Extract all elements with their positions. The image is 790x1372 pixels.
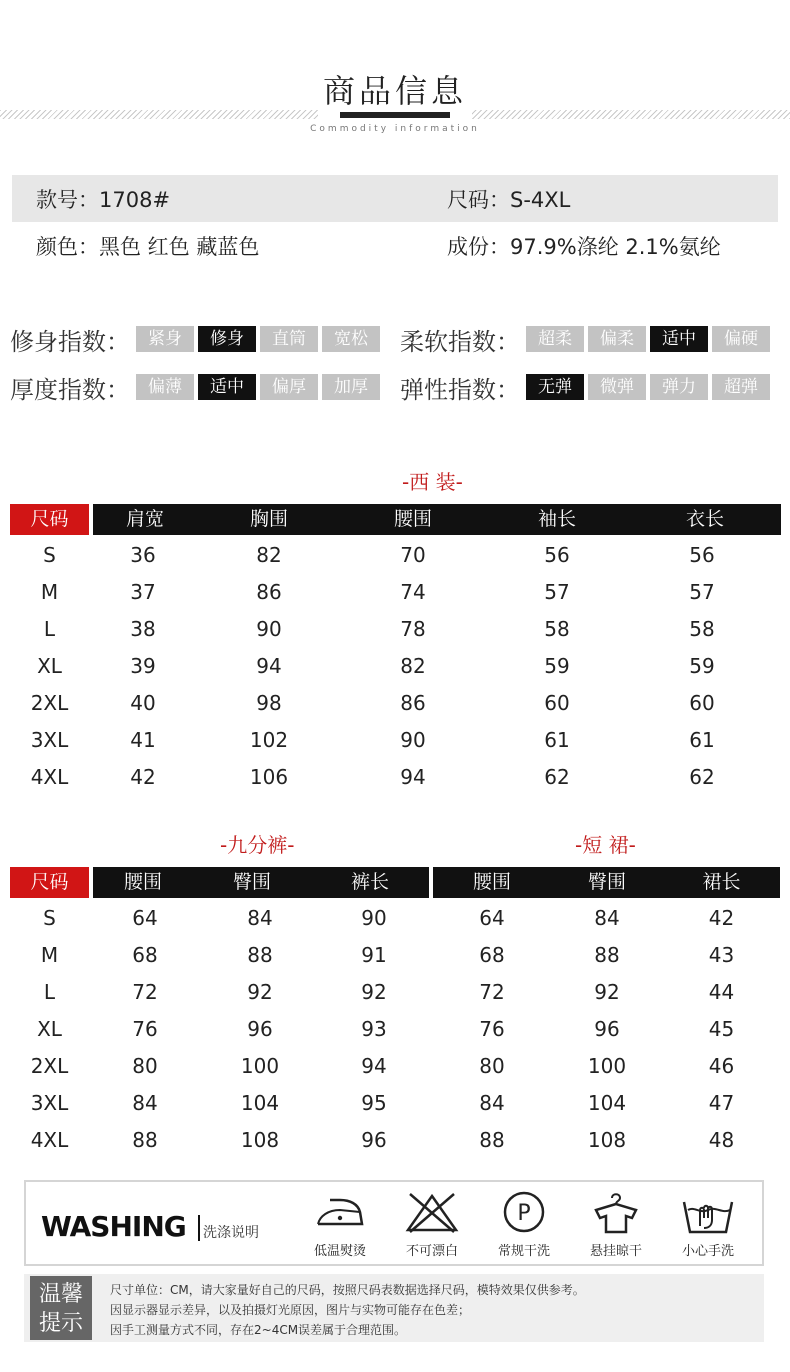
header-accent-bar [340, 112, 450, 118]
washing-subtitle: 洗涤说明 [203, 1225, 259, 1241]
washing-instructions [24, 1180, 764, 1266]
index-option: 宽松 [322, 326, 380, 352]
hang-dry-icon [586, 1190, 646, 1234]
value-cell: 96 [247, 1017, 273, 1041]
value-cell: 86 [400, 691, 426, 715]
index-option: 偏柔 [588, 326, 646, 352]
wash-item: 低温熨烫 [300, 1190, 380, 1259]
size-cell: XL [37, 654, 62, 678]
washing-divider [198, 1215, 200, 1241]
value-cell: 94 [361, 1054, 387, 1078]
value-cell: 90 [256, 617, 282, 641]
value-cell: 64 [132, 906, 158, 930]
tips-badge: 温馨 提示 [30, 1276, 92, 1340]
value-cell: 60 [689, 691, 715, 715]
value-cell: 100 [587, 1054, 627, 1078]
table-row [433, 1085, 780, 1122]
pants-table-title: -九分裤- [220, 833, 295, 857]
column-header: 胸围 [249, 508, 288, 530]
value-cell: 88 [132, 1128, 158, 1152]
value-cell: 98 [256, 691, 282, 715]
wash-item: 小心手洗 [668, 1190, 748, 1259]
table-row [433, 900, 780, 937]
washing-word: WASHING [41, 1210, 186, 1243]
index-option: 超柔 [526, 326, 584, 352]
index-option: 偏薄 [136, 374, 194, 400]
table-row [10, 900, 429, 937]
value-cell: 56 [544, 543, 570, 567]
value-cell: 76 [479, 1017, 505, 1041]
fit-index [10, 322, 400, 357]
index-option: 弹力 [650, 374, 708, 400]
value-cell: 43 [708, 943, 735, 967]
tip-line: 因显示器显示差异，以及拍摄灯光原因，图片与实物可能存在色差； [110, 1303, 471, 1317]
value-cell: 92 [247, 980, 273, 1004]
index-option: 加厚 [322, 374, 380, 400]
column-header: 衣长 [685, 508, 724, 530]
column-header: 腰围 [472, 871, 511, 893]
table-row [10, 1085, 429, 1122]
value-cell: 96 [361, 1128, 387, 1152]
value-cell: 90 [361, 906, 387, 930]
value-cell: 104 [587, 1091, 627, 1115]
value-cell: 95 [361, 1091, 387, 1115]
suit-table-title: -西 装- [402, 470, 463, 494]
value-cell: 80 [479, 1054, 505, 1078]
value-cell: 84 [132, 1091, 158, 1115]
size-cell: 2XL [30, 691, 69, 715]
index-option: 适中 [198, 374, 256, 400]
table-row [433, 937, 780, 974]
skirt-table-header [433, 867, 780, 898]
size-cell: S [43, 906, 56, 930]
table-row [10, 722, 775, 759]
info-row [12, 222, 778, 269]
index-row [10, 372, 790, 402]
table-row [10, 1011, 429, 1048]
size-cell: L [43, 617, 56, 641]
value-cell: 59 [544, 654, 570, 678]
size-header-cell: 尺码 [10, 867, 89, 898]
material: 成份：97.9%涤纶 2.1%氨纶 [447, 234, 721, 259]
value-cell: 48 [708, 1128, 735, 1152]
value-cell: 38 [130, 617, 156, 641]
index-label: 柔软指数： [400, 327, 520, 356]
thickness-index [10, 370, 400, 405]
table-row [433, 1048, 780, 1085]
size-cell: 3XL [30, 728, 69, 752]
size-cell: 4XL [30, 765, 69, 789]
wash-item: 悬挂晾干 [576, 1190, 656, 1259]
wash-item: P 常规干洗 [484, 1190, 564, 1259]
colors: 颜色：黑色 红色 藏蓝色 [36, 234, 260, 259]
index-option: 紧身 [136, 326, 194, 352]
table-row [10, 648, 775, 685]
value-cell: 91 [361, 943, 387, 967]
index-option: 直筒 [260, 326, 318, 352]
index-option: 无弹 [526, 374, 584, 400]
value-cell: 104 [240, 1091, 280, 1115]
value-cell: 108 [587, 1128, 627, 1152]
index-row [10, 324, 790, 354]
value-cell: 82 [400, 654, 426, 678]
info-row [12, 175, 778, 222]
value-cell: 45 [708, 1017, 735, 1041]
value-cell: 39 [130, 654, 156, 678]
value-cell: 94 [256, 654, 282, 678]
value-cell: 40 [130, 691, 156, 715]
value-cell: 90 [400, 728, 426, 752]
value-cell: 92 [361, 980, 387, 1004]
size-cell: XL [37, 1017, 62, 1041]
value-cell: 47 [708, 1091, 735, 1115]
value-cell: 60 [544, 691, 570, 715]
hand-wash-icon [678, 1190, 738, 1234]
value-cell: 102 [249, 728, 289, 752]
value-cell: 74 [400, 580, 426, 604]
size-cell: S [43, 543, 56, 567]
size-header-cell: 尺码 [10, 504, 89, 535]
column-header: 肩宽 [125, 508, 164, 530]
value-cell: 70 [400, 543, 426, 567]
value-cell: 100 [240, 1054, 280, 1078]
table-row [10, 937, 429, 974]
value-cell: 94 [400, 765, 426, 789]
tip-line: 因手工测量方式不同，存在2~4CM误差属于合理范围。 [110, 1323, 407, 1337]
value-cell: 88 [479, 1128, 505, 1152]
elasticity-index [400, 370, 790, 405]
value-cell: 42 [130, 765, 156, 789]
svg-text:P: P [517, 1201, 531, 1226]
value-cell: 96 [594, 1017, 620, 1041]
value-cell: 82 [256, 543, 282, 567]
index-label: 厚度指数： [10, 375, 130, 404]
column-header: 腰围 [123, 871, 162, 893]
value-cell: 64 [479, 906, 505, 930]
tips-text [110, 1280, 585, 1340]
column-header: 腰围 [393, 508, 432, 530]
index-label: 弹性指数： [400, 375, 520, 404]
table-row [10, 1048, 429, 1085]
index-option: 超弹 [712, 374, 770, 400]
value-cell: 59 [689, 654, 715, 678]
product-info [12, 175, 778, 269]
no-bleach-icon [402, 1190, 462, 1234]
value-cell: 84 [247, 906, 273, 930]
tip-line: 尺寸单位：CM，请大家量好自己的尺码，按照尺码表数据选择尺码，模特效果仅供参考。 [110, 1283, 585, 1297]
wash-item: 不可漂白 [392, 1190, 472, 1259]
size-cell: 2XL [30, 1054, 69, 1078]
index-option: 微弹 [588, 374, 646, 400]
size-cell: 3XL [30, 1091, 69, 1115]
index-option: 修身 [198, 326, 256, 352]
value-cell: 56 [689, 543, 715, 567]
value-cell: 68 [132, 943, 158, 967]
table-row [10, 574, 775, 611]
index-option: 偏硬 [712, 326, 770, 352]
value-cell: 62 [544, 765, 570, 789]
index-label: 修身指数： [10, 327, 130, 356]
column-header: 臀围 [232, 871, 271, 893]
value-cell: 88 [594, 943, 620, 967]
iron-low-icon [310, 1190, 370, 1234]
table-row [10, 1122, 429, 1159]
size-cell: M [40, 580, 59, 604]
value-cell: 88 [247, 943, 273, 967]
value-cell: 42 [708, 906, 735, 930]
value-cell: 61 [544, 728, 570, 752]
style-number: 款号：1708# [36, 187, 171, 212]
value-cell: 80 [132, 1054, 158, 1078]
column-header: 袖长 [537, 508, 576, 530]
softness-index [400, 322, 790, 357]
value-cell: 58 [689, 617, 715, 641]
size-cell: 4XL [30, 1128, 69, 1152]
index-option: 偏厚 [260, 374, 318, 400]
table-row [433, 1011, 780, 1048]
table-row [10, 759, 775, 796]
value-cell: 92 [594, 980, 620, 1004]
value-cell: 76 [132, 1017, 158, 1041]
value-cell: 72 [479, 980, 505, 1004]
page-title: 商品信息 [322, 72, 467, 110]
value-cell: 62 [689, 765, 715, 789]
value-cell: 84 [594, 906, 620, 930]
value-cell: 106 [249, 765, 289, 789]
index-option: 适中 [650, 326, 708, 352]
value-cell: 36 [130, 543, 156, 567]
value-cell: 78 [400, 617, 426, 641]
value-cell: 57 [544, 580, 570, 604]
value-cell: 93 [361, 1017, 387, 1041]
value-cell: 46 [708, 1054, 735, 1078]
warm-tips [24, 1274, 764, 1342]
size-cell: M [40, 943, 59, 967]
value-cell: 58 [544, 617, 570, 641]
table-row [10, 974, 429, 1011]
section-header [0, 0, 790, 150]
column-header: 裤长 [350, 871, 389, 893]
table-row [433, 974, 780, 1011]
column-header: 臀围 [587, 871, 626, 893]
value-cell: 108 [240, 1128, 280, 1152]
table-row [10, 537, 775, 574]
value-cell: 61 [689, 728, 715, 752]
dry-clean-icon [494, 1190, 554, 1234]
value-cell: 68 [479, 943, 505, 967]
table-row [433, 1122, 780, 1159]
column-header: 裙长 [702, 871, 741, 893]
value-cell: 57 [689, 580, 715, 604]
suit-table-header [10, 504, 781, 535]
value-cell: 44 [708, 980, 735, 1004]
value-cell: 84 [479, 1091, 505, 1115]
pants-table-header [10, 867, 429, 898]
value-cell: 86 [256, 580, 282, 604]
value-cell: 37 [130, 580, 156, 604]
skirt-table-title: -短 裙- [575, 833, 636, 857]
value-cell: 41 [130, 728, 156, 752]
size-range: 尺码：S-4XL [447, 187, 571, 212]
value-cell: 72 [132, 980, 158, 1004]
size-cell: L [43, 980, 56, 1004]
table-row [10, 611, 775, 648]
table-row [10, 685, 775, 722]
page-subtitle: Commodity information [310, 124, 480, 134]
